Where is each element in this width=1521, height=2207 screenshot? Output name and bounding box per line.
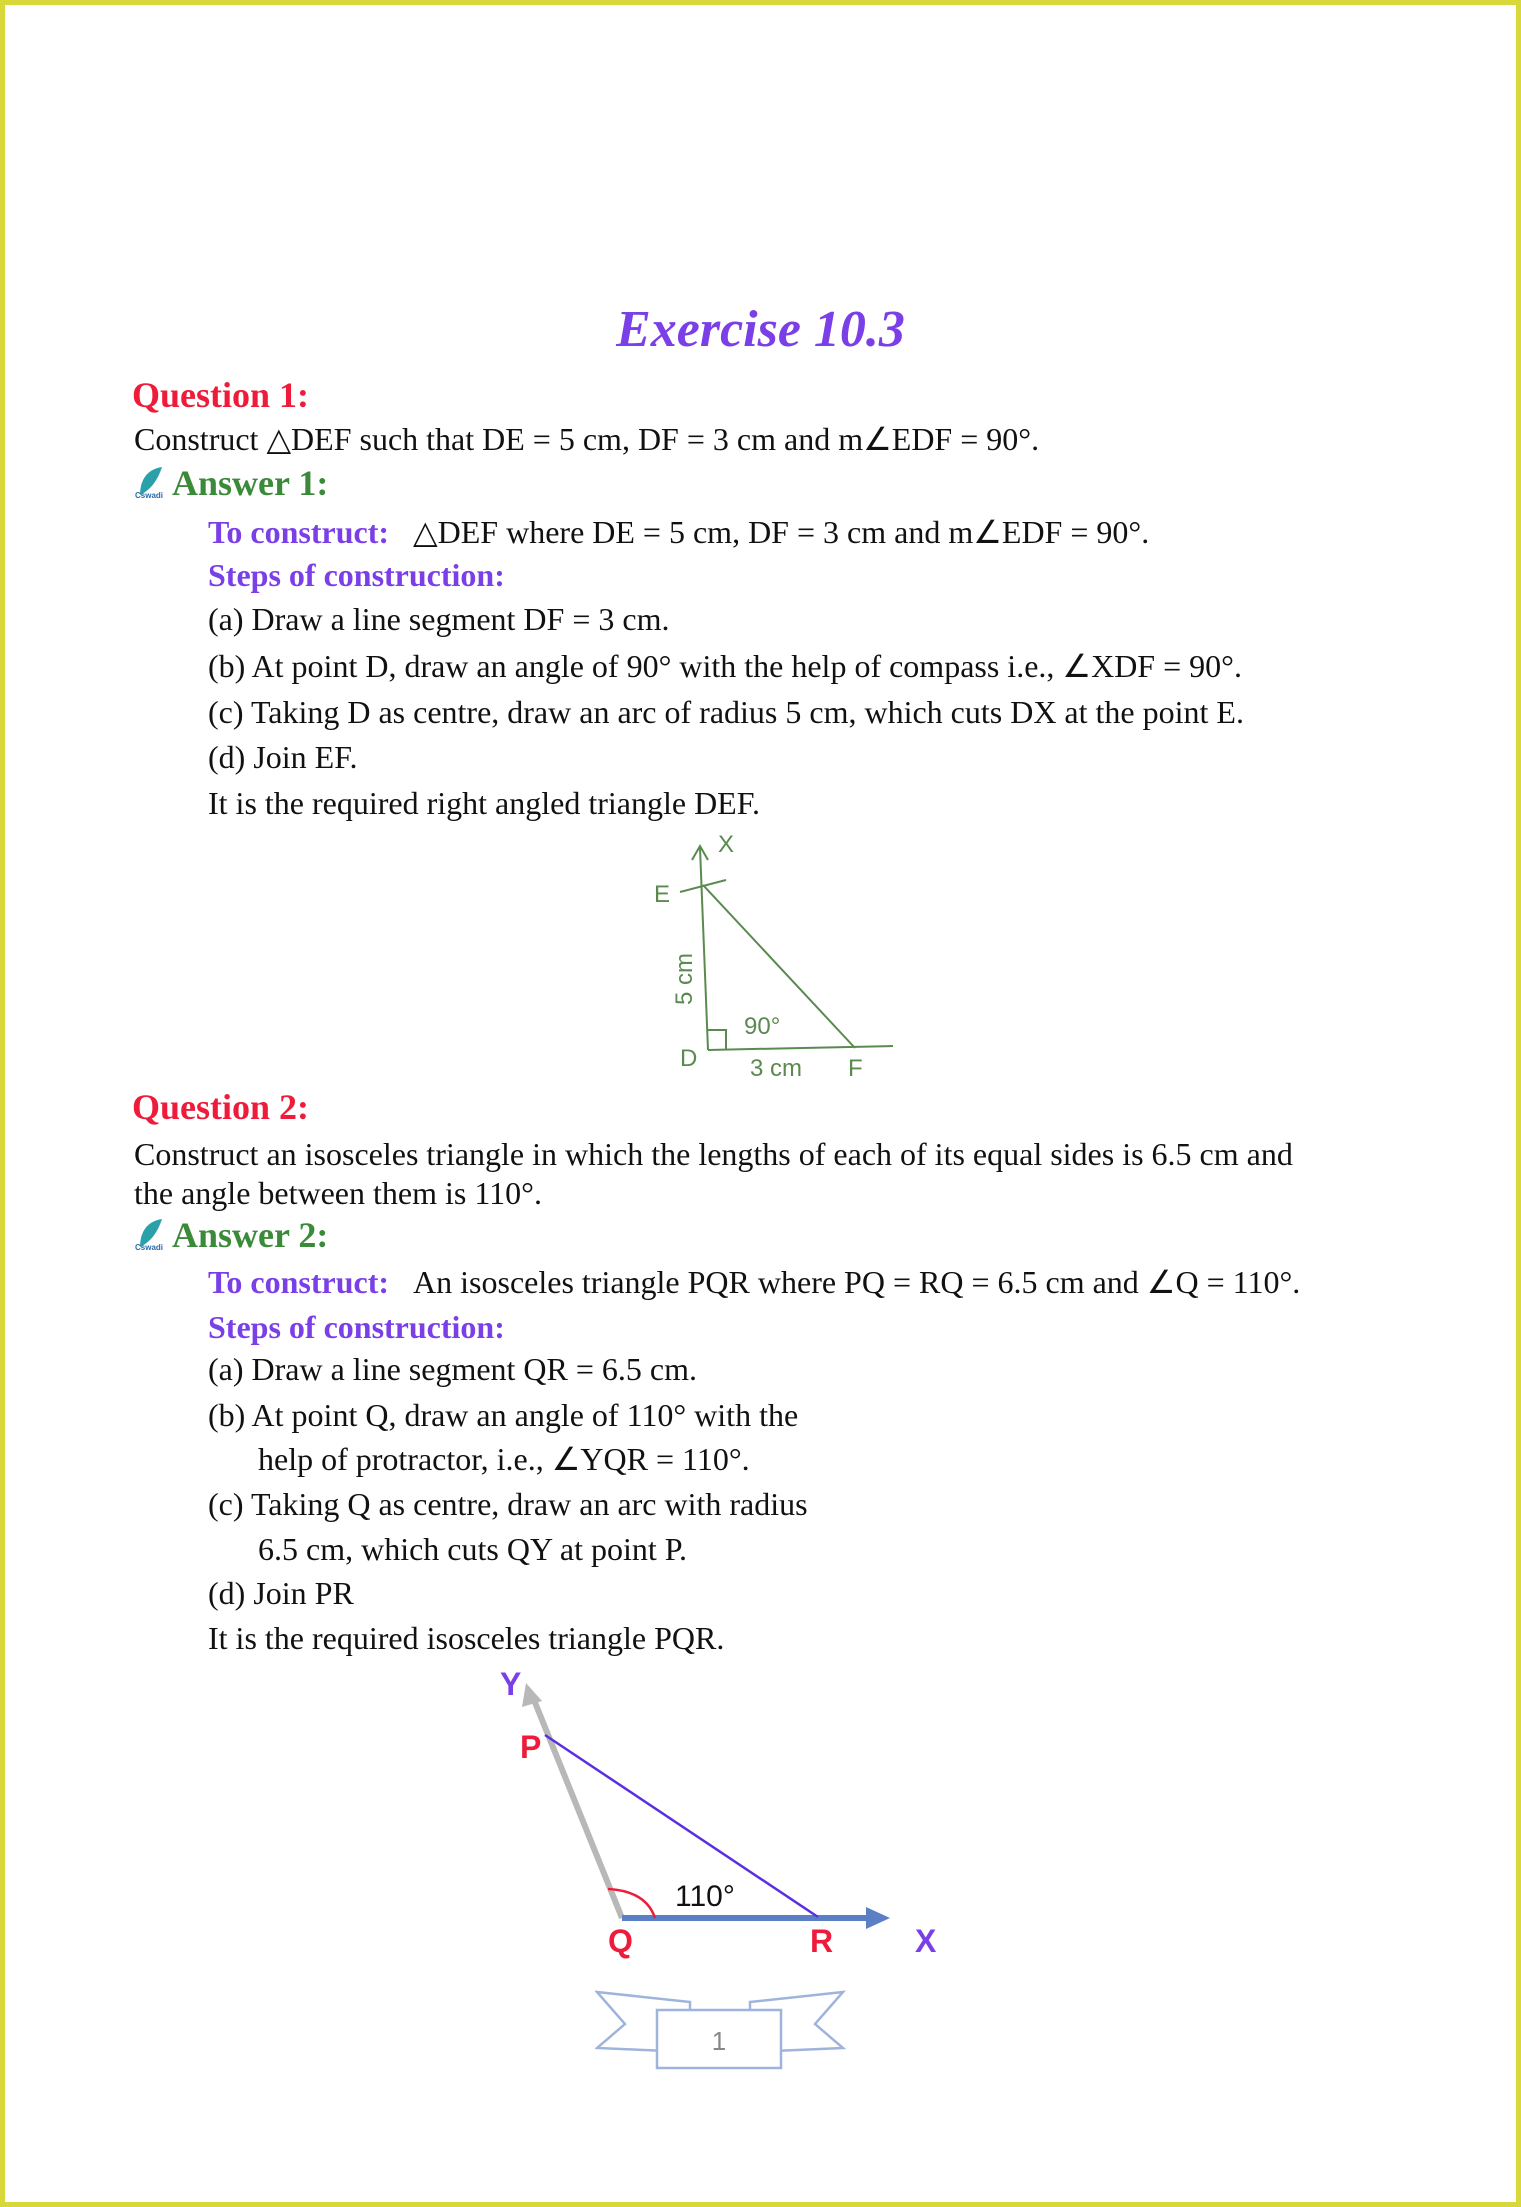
label-y: Y	[500, 1666, 522, 1702]
label-angle: 110°	[675, 1880, 735, 1913]
step-item: (a) Draw a line segment DF = 3 cm.	[208, 601, 670, 637]
answer-2-label: Answer 2:	[172, 1215, 329, 1255]
page-number: 1	[711, 2026, 727, 2056]
ray-qy	[534, 1700, 622, 1918]
label-q: Q	[608, 1923, 633, 1959]
step-item: (d) Join PR	[208, 1575, 354, 1611]
label-base: 3 cm	[750, 1055, 803, 1082]
to-construct-text: △DEF where DE = 5 cm, DF = 3 cm and m∠EDF = 90°.	[413, 514, 1150, 550]
answer-2-heading	[134, 1213, 328, 1257]
page-title: Exercise 10.3	[616, 301, 905, 358]
line-df	[708, 1046, 893, 1050]
figure-triangle-def	[640, 830, 910, 1090]
question-2-text: Construct an isosceles triangle in which the lengths of each of its equal sides is 6.5 cm and	[134, 1136, 1293, 1172]
steps-label-2: Steps of construction:	[208, 1309, 505, 1345]
question-1-heading: Question 1:	[132, 375, 310, 415]
to-construct-text: An isosceles triangle PQR where PQ = RQ = 6.5 cm and ∠Q = 110°.	[413, 1264, 1301, 1300]
question-2-text: the angle between them is 110°.	[134, 1175, 542, 1211]
label-x: X	[915, 1923, 937, 1959]
step-item: (b) At point Q, draw an angle of 110° with the	[208, 1397, 799, 1433]
label-e: E	[654, 881, 671, 908]
label-d: D	[680, 1045, 698, 1072]
svg-text:Cswadi: Cswadi	[135, 1242, 164, 1251]
logo-leaf-icon	[134, 1217, 168, 1261]
to-construct-1	[208, 510, 1149, 554]
step-item: (c) Taking Q as centre, draw an arc with radius	[208, 1486, 808, 1522]
conclusion-1: It is the required right angled triangle DEF.	[208, 785, 760, 821]
answer-1-heading	[134, 461, 328, 505]
page-number-ribbon	[595, 1990, 847, 2072]
step-item: (d) Join EF.	[208, 739, 358, 775]
svg-text:Cswadi: Cswadi	[135, 490, 164, 499]
steps-label-1: Steps of construction:	[208, 557, 505, 593]
label-f: F	[848, 1055, 863, 1082]
step-item: (b) At point D, draw an angle of 90° with the help of compass i.e., ∠XDF = 90°.	[208, 648, 1242, 684]
label-x: X	[718, 831, 735, 858]
question-2-heading: Question 2:	[132, 1087, 310, 1127]
step-item: (a) Draw a line segment QR = 6.5 cm.	[208, 1351, 698, 1387]
question-1-text: Construct △DEF such that DE = 5 cm, DF = 3 cm and m∠EDF = 90°.	[134, 421, 1040, 457]
label-side: 5 cm	[671, 952, 698, 1005]
arrow-head-x	[866, 1907, 890, 1929]
conclusion-2: It is the required isosceles triangle PQR.	[208, 1620, 725, 1656]
figure-triangle-pqr	[470, 1655, 970, 1965]
step-item-continued: 6.5 cm, which cuts QY at point P.	[258, 1531, 687, 1567]
right-angle-mark	[708, 1030, 726, 1050]
to-construct-label: To construct:	[208, 514, 390, 550]
label-angle: 90°	[744, 1013, 781, 1040]
step-item: (c) Taking D as centre, draw an arc of radius 5 cm, which cuts DX at the point E.	[208, 694, 1244, 730]
step-item-continued: help of protractor, i.e., ∠YQR = 110°.	[258, 1441, 750, 1477]
to-construct-2	[208, 1260, 1300, 1304]
to-construct-label: To construct:	[208, 1264, 390, 1300]
arc-mark	[680, 880, 726, 892]
label-p: P	[520, 1729, 542, 1765]
logo-leaf-icon	[134, 465, 168, 509]
arrow-head-y	[522, 1683, 542, 1707]
line-dx	[700, 848, 708, 1050]
answer-1-label: Answer 1:	[172, 463, 329, 503]
label-r: R	[810, 1923, 834, 1959]
